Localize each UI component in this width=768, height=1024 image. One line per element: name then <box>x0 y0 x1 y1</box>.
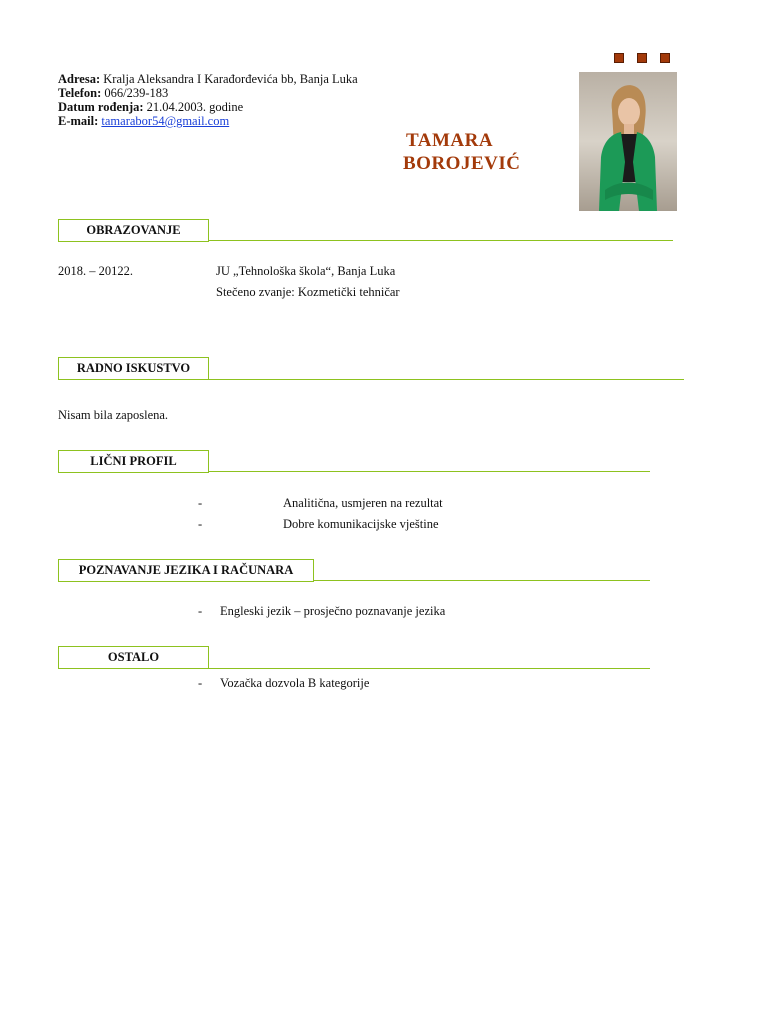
profile-photo-image <box>579 72 677 211</box>
other-bullet-1: - <box>198 676 203 690</box>
education-degree: Stečeno zvanje: Kozmetički tehničar <box>216 285 400 299</box>
phone-value: 066/239-183 <box>104 86 169 100</box>
dob-label: Datum rođenja: <box>58 100 144 114</box>
other-item-1: Vozačka dozvola B kategorije <box>220 676 370 690</box>
profile-section-title: LIČNI PROFIL <box>58 450 209 473</box>
decor-square-2 <box>637 53 647 63</box>
education-institution: JU „Tehnološka škola“, Banja Luka <box>216 264 396 278</box>
phone-label: Telefon: <box>58 86 102 100</box>
email-link[interactable]: tamarabor54@gmail.com <box>101 114 230 128</box>
languages-section-title: POZNAVANJE JEZIKA I RAČUNARA <box>58 559 314 582</box>
name-first: TAMARA <box>406 130 494 151</box>
other-section-title: OSTALO <box>58 646 209 669</box>
dob-value: 21.04.2003. godine <box>146 100 244 114</box>
education-period: 2018. – 20122. <box>58 264 133 278</box>
address-label: Adresa: <box>58 72 101 86</box>
profile-bullet-2: - <box>198 517 203 531</box>
profile-item-1: Analitična, usmjeren na rezultat <box>283 496 443 510</box>
decor-square-1 <box>614 53 624 63</box>
profile-item-2: Dobre komunikacijske vještine <box>283 517 439 531</box>
experience-text: Nisam bila zaposlena. <box>58 408 169 422</box>
languages-item-1: Engleski jezik – prosječno poznavanje jezika <box>220 604 446 618</box>
profile-photo <box>579 72 677 211</box>
email-label: E-mail: <box>58 114 99 128</box>
profile-bullet-1: - <box>198 496 203 510</box>
languages-bullet-1: - <box>198 604 203 618</box>
name-last: BOROJEVIĆ <box>403 153 521 174</box>
contact-dob <box>58 100 243 114</box>
education-section-title: OBRAZOVANJE <box>58 219 209 242</box>
decor-square-3 <box>660 53 670 63</box>
contact-address <box>58 72 358 86</box>
experience-section-title: RADNO ISKUSTVO <box>58 357 209 380</box>
contact-email <box>58 114 229 128</box>
contact-phone <box>58 86 168 100</box>
address-value: Kralja Aleksandra I Karađorđevića bb, Banja Luka <box>103 72 358 86</box>
